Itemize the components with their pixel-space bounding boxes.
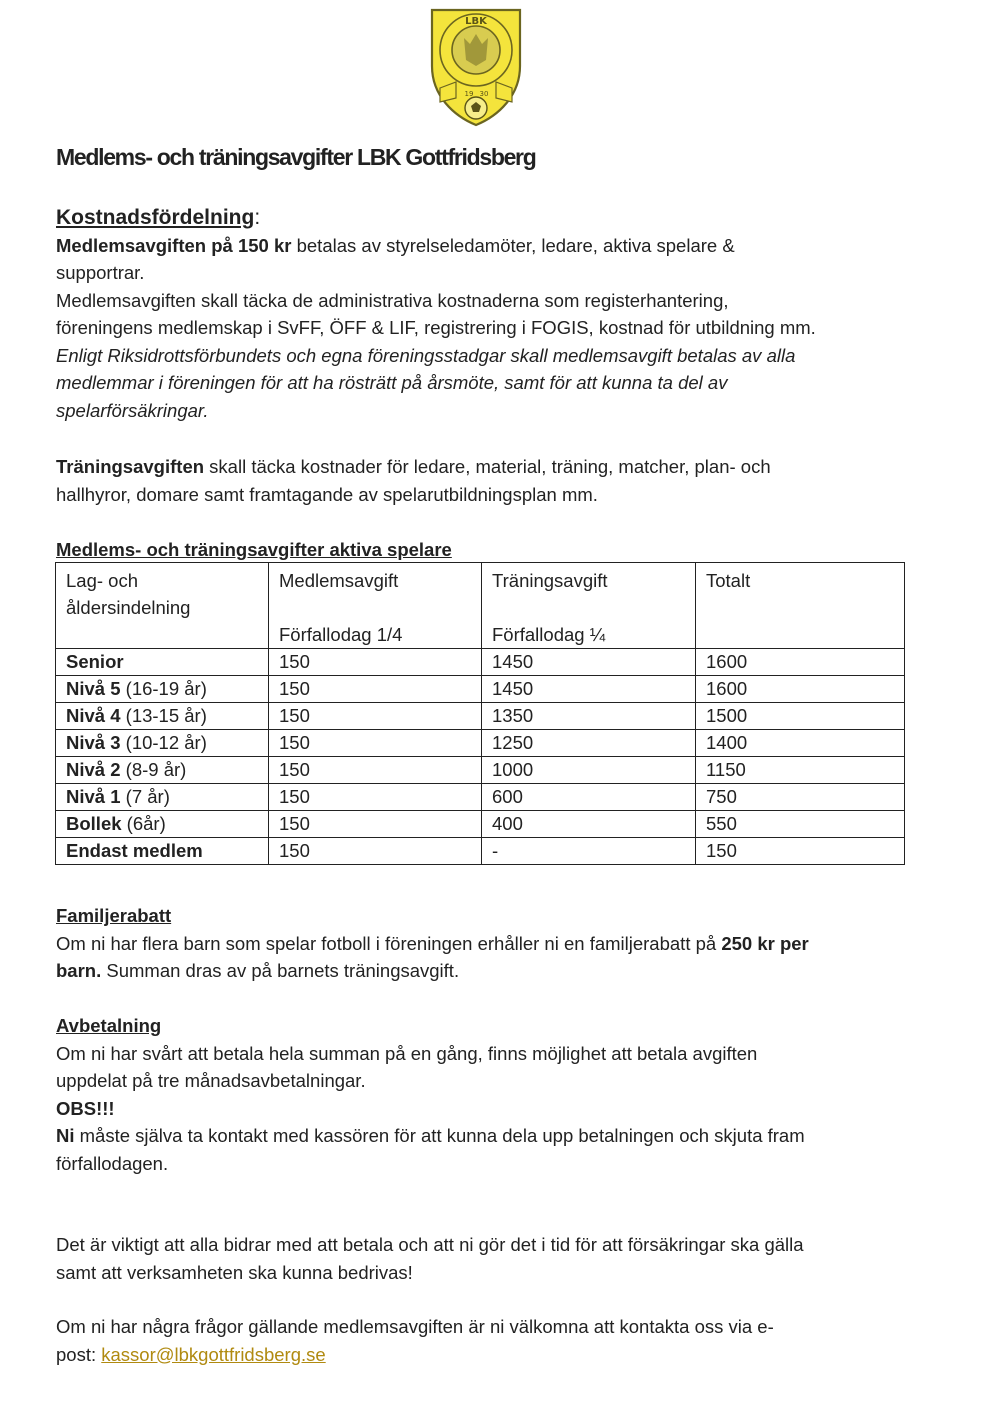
avbet-line4: Ni måste själva ta kontakt med kassören för att kunna dela upp betalningen och skjuta fram — [56, 1125, 805, 1146]
email-link[interactable]: kassor@lbkgottfridsberg.se — [101, 1343, 326, 1365]
cell-group: Nivå 3 (10-12 år) — [56, 730, 269, 757]
cell-totalt: 1500 — [696, 703, 905, 730]
table-caption: Medlems- och träningsavgifter aktiva spelare — [56, 539, 452, 560]
table-row — [56, 811, 905, 838]
avbet-section — [56, 1012, 805, 1177]
club-logo — [426, 4, 526, 128]
table-row — [56, 730, 905, 757]
familj-line2: barn. Summan dras av på barnets träningsavgift. — [56, 960, 460, 981]
cell-medlem: 150 — [269, 703, 482, 730]
svg-text:LBK: LBK — [465, 16, 487, 27]
avbet-obs: OBS!!! — [56, 1097, 115, 1119]
avbet-line5: förfallodagen. — [56, 1152, 169, 1174]
viktigt-section — [56, 1231, 804, 1286]
cell-medlem: 150 — [269, 811, 482, 838]
cell-group: Endast medlem — [56, 838, 269, 865]
cell-medlem: 150 — [269, 649, 482, 676]
cell-group: Senior — [56, 649, 269, 676]
cell-group: Nivå 4 (13-15 år) — [56, 703, 269, 730]
cell-medlem: 150 — [269, 757, 482, 784]
kontakt-line1: Om ni har några frågor gällande medlemsavgiften är ni välkomna att kontakta oss via e- — [56, 1316, 774, 1337]
page-title: Medlems- och träningsavgifter LBK Gottfridsberg — [56, 144, 536, 170]
cell-traning: 1350 — [482, 703, 696, 730]
familj-heading: Familjerabatt — [56, 905, 172, 926]
cell-traning: 1450 — [482, 649, 696, 676]
cell-group: Nivå 2 (8-9 år) — [56, 757, 269, 784]
cell-totalt: 1400 — [696, 730, 905, 757]
table-header-row — [56, 563, 905, 649]
kostnad-p3-line1: Enligt Riksidrottsförbundets och egna föreningsstadgar skall medlemsavgift betalas av alla — [56, 344, 796, 366]
cell-traning: - — [482, 838, 696, 865]
cell-traning: 1450 — [482, 676, 696, 703]
cell-traning: 600 — [482, 784, 696, 811]
kostnad-p2-line2: föreningens medlemskap i SvFF, ÖFF & LIF, registrering i FOGIS, kostnad för utbildning mm. — [56, 317, 816, 338]
familj-line1: Om ni har flera barn som spelar fotboll i föreningen erhåller ni en familjerabatt på 250 kr per — [56, 932, 809, 954]
cell-totalt: 1600 — [696, 649, 905, 676]
table-row — [56, 757, 905, 784]
kostnad-p1-line2: supportrar. — [56, 262, 145, 283]
traning-section — [56, 453, 771, 508]
avbet-line2: uppdelat på tre månadsavbetalningar. — [56, 1070, 366, 1091]
svg-text:19: 19 — [464, 90, 474, 98]
header-medlemsavgift: Medlemsavgift Förfallodag 1/4 — [269, 563, 482, 649]
kostnad-p3-line2: medlemmar i föreningen för att ha rösträtt på årsmöte, samt för att kunna ta del av — [56, 372, 728, 393]
kostnad-section — [56, 204, 816, 424]
kontakt-line2: post: kassor@lbkgottfridsberg.se — [56, 1343, 326, 1365]
table-row — [56, 703, 905, 730]
cell-totalt: 1150 — [696, 757, 905, 784]
familj-section — [56, 902, 809, 985]
cell-traning: 1250 — [482, 730, 696, 757]
viktigt-line1: Det är viktigt att alla bidrar med att betala och att ni gör det i tid för att försäkringar ska gälla — [56, 1234, 804, 1255]
kostnad-p2-line1: Medlemsavgiften skall täcka de administrativa kostnaderna som registerhantering, — [56, 289, 729, 311]
kostnad-p1-line1: Medlemsavgiften på 150 kr betalas av styrelseledamöter, ledare, aktiva spelare & — [56, 234, 735, 256]
cell-group: Nivå 1 (7 år) — [56, 784, 269, 811]
traning-line1: Träningsavgiften skall täcka kostnader för ledare, material, träning, matcher, plan- och — [56, 456, 771, 477]
cell-group: Bollek (6år) — [56, 811, 269, 838]
cell-traning: 1000 — [482, 757, 696, 784]
viktigt-line2: samt att verksamheten ska kunna bedrivas! — [56, 1261, 413, 1283]
cell-totalt: 750 — [696, 784, 905, 811]
cell-traning: 400 — [482, 811, 696, 838]
cell-totalt: 1600 — [696, 676, 905, 703]
table-row — [56, 676, 905, 703]
kostnad-p3-line3: spelarförsäkringar. — [56, 399, 209, 421]
table-row — [56, 784, 905, 811]
cell-medlem: 150 — [269, 838, 482, 865]
kostnad-heading: Kostnadsfördelning: — [56, 206, 261, 229]
cell-medlem: 150 — [269, 784, 482, 811]
cell-totalt: 150 — [696, 838, 905, 865]
cell-totalt: 550 — [696, 811, 905, 838]
kontakt-section — [56, 1313, 774, 1368]
header-lag: Lag- och åldersindelning — [56, 563, 269, 649]
header-totalt: Totalt — [696, 563, 905, 649]
fee-table — [55, 562, 905, 865]
table-row — [56, 649, 905, 676]
table-row — [56, 838, 905, 865]
traning-line2: hallhyror, domare samt framtagande av spelarutbildningsplan mm. — [56, 483, 598, 505]
cell-medlem: 150 — [269, 676, 482, 703]
avbet-heading: Avbetalning — [56, 1015, 162, 1036]
avbet-line1: Om ni har svårt att betala hela summan på en gång, finns möjlighet att betala avgiften — [56, 1042, 758, 1064]
header-traningsavgift: Träningsavgift Förfallodag ¼ — [482, 563, 696, 649]
cell-medlem: 150 — [269, 730, 482, 757]
svg-text:30: 30 — [479, 90, 489, 98]
cell-group: Nivå 5 (16-19 år) — [56, 676, 269, 703]
